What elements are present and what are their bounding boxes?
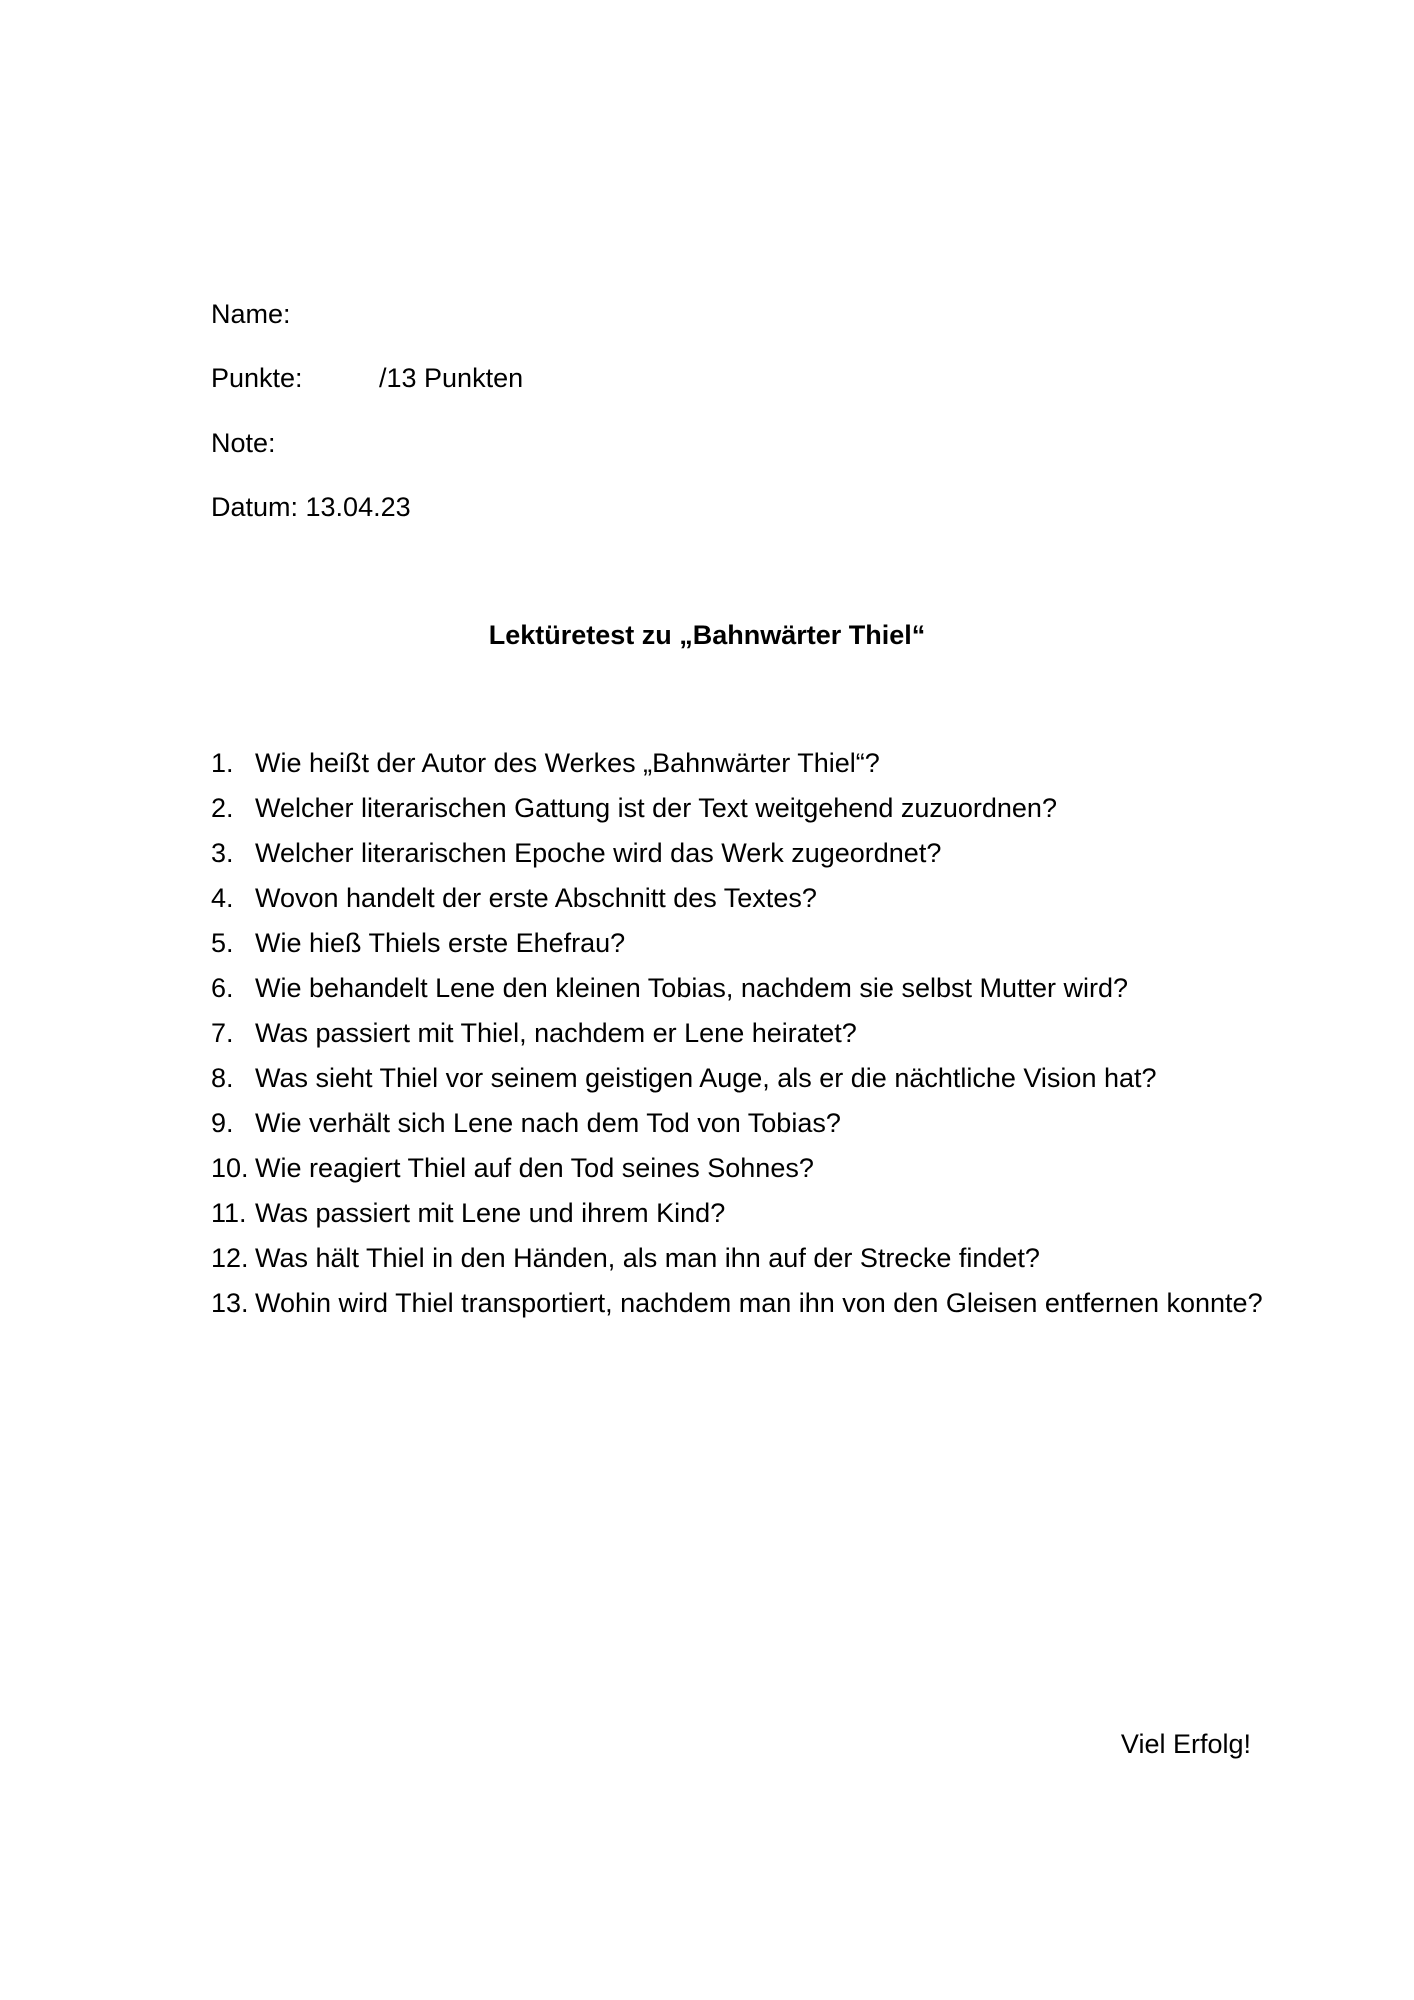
question-number: 11.	[211, 1198, 247, 1228]
question-number: 1.	[211, 748, 234, 778]
question-text: Wohin wird Thiel transportiert, nachdem man ihn von den Gleisen entfernen konnte?	[255, 1288, 1263, 1318]
grade-label: Note:	[211, 428, 276, 458]
question-number: 3.	[211, 838, 234, 868]
question-text: Was passiert mit Thiel, nachdem er Lene heiratet?	[255, 1018, 857, 1048]
question-text: Wie heißt der Autor des Werkes „Bahnwärter Thiel“?	[255, 748, 880, 778]
question-text: Wovon handelt der erste Abschnitt des Textes?	[255, 883, 817, 913]
points-value: /13 Punkten	[379, 363, 524, 393]
question-number: 10.	[211, 1153, 249, 1183]
test-title: Lektüretest zu „Bahnwärter Thiel“	[488, 620, 926, 650]
question-number: 2.	[211, 793, 234, 823]
question-text: Welcher literarischen Gattung ist der Text weitgehend zuzuordnen?	[255, 793, 1057, 823]
points-line	[211, 362, 524, 394]
question-text: Wie verhält sich Lene nach dem Tod von Tobias?	[255, 1108, 841, 1138]
question-text: Was hält Thiel in den Händen, als man ihn auf der Strecke findet?	[255, 1243, 1040, 1273]
question-text: Was passiert mit Lene und ihrem Kind?	[255, 1198, 726, 1228]
name-label: Name:	[211, 299, 291, 329]
question-number: 4.	[211, 883, 234, 913]
points-label: Punkte:	[211, 363, 303, 393]
question-number: 6.	[211, 973, 234, 1003]
question-text: Wie behandelt Lene den kleinen Tobias, nachdem sie selbst Mutter wird?	[255, 973, 1129, 1003]
question-text: Welcher literarischen Epoche wird das Werk zugeordnet?	[255, 838, 942, 868]
question-text: Wie hieß Thiels erste Ehefrau?	[255, 928, 626, 958]
closing-text: Viel Erfolg!	[1120, 1729, 1251, 1759]
question-number: 12.	[211, 1243, 249, 1273]
date-text: Datum: 13.04.23	[211, 492, 411, 522]
question-number: 7.	[211, 1018, 234, 1048]
question-number: 13.	[211, 1288, 249, 1318]
question-number: 9.	[211, 1108, 234, 1138]
question-text: Wie reagiert Thiel auf den Tod seines Sohnes?	[255, 1153, 814, 1183]
question-text: Was sieht Thiel vor seinem geistigen Auge, als er die nächtliche Vision hat?	[255, 1063, 1157, 1093]
question-number: 5.	[211, 928, 234, 958]
question-number: 8.	[211, 1063, 234, 1093]
